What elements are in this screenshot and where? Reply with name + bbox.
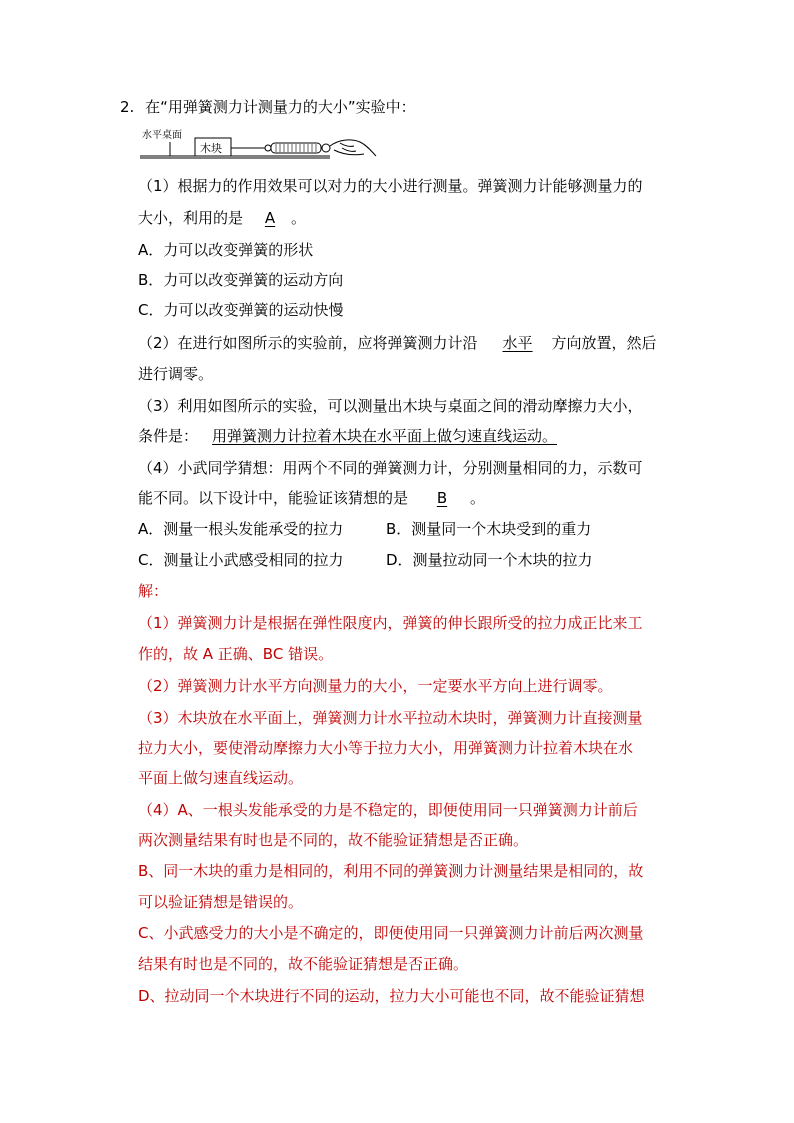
- solution-line: 可以验证猜想是错误的。: [138, 893, 304, 911]
- part1-line2: [138, 208, 306, 228]
- part2-line2: 进行调零。: [138, 365, 214, 383]
- part1-option-b: B．力可以改变弹簧的运动方向: [138, 271, 344, 289]
- solution-line: 两次测量结果有时也是不同的，故不能验证猜想是否正确。: [138, 831, 529, 849]
- solution-label: 解：: [138, 582, 169, 600]
- part2-line1: [138, 333, 657, 353]
- part1-line1: （1）根据力的作用效果可以对力的大小进行测量。弹簧测力计能够测量力的: [138, 177, 643, 195]
- part1-option-c: C．力可以改变弹簧的运动快慢: [138, 301, 344, 319]
- part1-answer-blank: A: [264, 209, 276, 227]
- block-label: 木块: [200, 142, 222, 155]
- part1-end: 。: [291, 209, 307, 227]
- solution-line: 作的，故 A 正确、BC 错误。: [138, 645, 334, 663]
- part4-option-c: C．测量让小武感受相同的拉力: [138, 551, 344, 569]
- solution-line: 拉力大小，要使滑动摩擦力大小等于拉力大小，用弹簧测力计拉着木块在水: [138, 739, 634, 757]
- part3-line2: [138, 426, 598, 446]
- hook: [265, 145, 271, 151]
- part2-answer-blank: 水平: [502, 334, 533, 352]
- part3-answer-blank: 用弹簧测力计拉着木块在水平面上做匀速直线运动。: [212, 427, 558, 445]
- solution-line: C、小武感受力的大小是不确定的，即便使用同一只弹簧测力计前后两次测量: [138, 924, 644, 942]
- part4-line2: [138, 488, 485, 508]
- solution-line: （4）A、一根头发能承受的力是不稳定的，即便使用同一只弹簧测力计前后: [138, 801, 638, 819]
- solution-line: 平面上做匀速直线运动。: [138, 769, 304, 787]
- solution-line: B、同一木块的重力是相同的，利用不同的弹簧测力计测量结果是相同的，故: [138, 862, 644, 880]
- solution-line: 结果有时也是不同的，故不能验证猜想是否正确。: [138, 955, 469, 973]
- part3-prompt: 条件是：: [138, 427, 199, 445]
- question-number: 2.: [120, 98, 135, 116]
- scale-ring: [322, 144, 330, 152]
- part4-options-row1: [138, 519, 592, 539]
- surface-label: 水平桌面: [142, 130, 182, 141]
- solution-line: （3）木块放在水平面上，弹簧测力计水平拉动木块时，弹簧测力计直接测量: [138, 709, 643, 727]
- solution-line: （2）弹簧测力计水平方向测量力的大小，一定要水平方向上进行调零。: [138, 677, 613, 695]
- part4-line1: （4）小武同学猜想：用两个不同的弹簧测力计，分别测量相同的力，示数可: [138, 459, 643, 477]
- part2-prompt: （2）在进行如图所示的实验前，应将弹簧测力计沿: [138, 334, 478, 352]
- part1-prompt: 大小，利用的是: [138, 209, 244, 227]
- part3-line1: （3）利用如图所示的实验，可以测量出木块与桌面之间的滑动摩擦力大小，: [138, 397, 643, 415]
- solution-line: D、拉动同一个木块进行不同的运动，拉力大小可能也不同，故不能验证猜想: [138, 987, 645, 1005]
- part4-prompt: 能不同。以下设计中，能验证该猜想的是: [138, 489, 409, 507]
- experiment-figure: [140, 126, 380, 168]
- question-heading: [120, 97, 416, 117]
- part1-option-a: A．力可以改变弹簧的形状: [138, 241, 314, 259]
- part4-option-a: A．测量一根头发能承受的拉力: [138, 520, 344, 538]
- part4-options-row2: [138, 550, 593, 570]
- solution-line: （1）弹簧测力计是根据在弹性限度内，弹簧的伸长跟所受的拉力成正比来工: [138, 614, 643, 632]
- hand-icon: [330, 140, 376, 156]
- part4-option-b: B．测量同一个木块受到的重力: [386, 520, 592, 538]
- part4-option-d: D．测量拉动同一个木块的拉力: [386, 551, 593, 569]
- question-title: 在“用弹簧测力计测量力的大小”实验中：: [145, 98, 416, 116]
- part4-end: 。: [470, 489, 486, 507]
- part4-answer-blank: B: [436, 489, 448, 507]
- part2-prompt-b: 方向放置，然后: [551, 334, 657, 352]
